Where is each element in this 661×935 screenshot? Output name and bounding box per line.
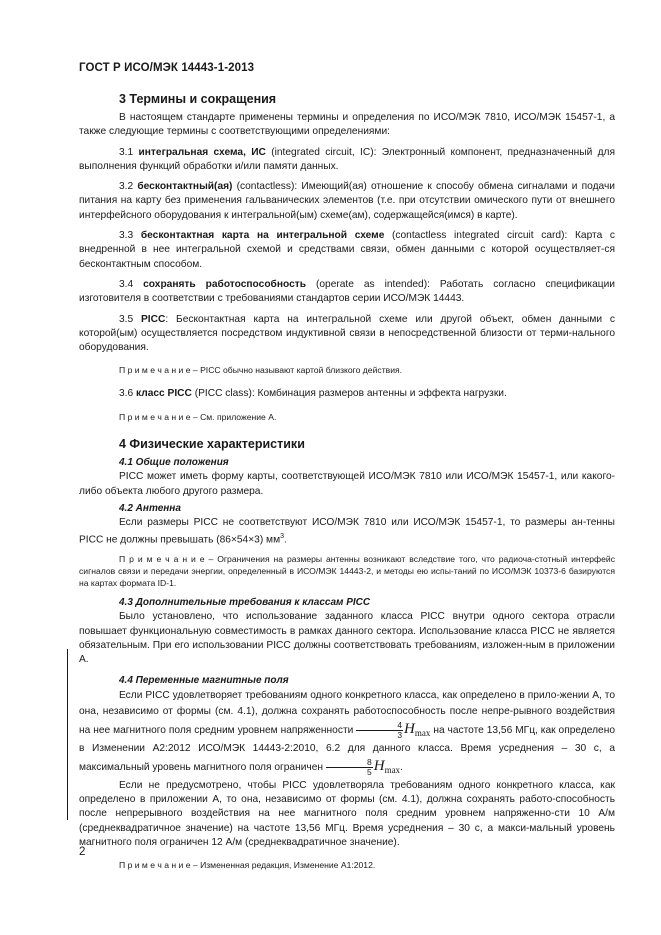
term-3-5-num: 3.5	[119, 313, 142, 325]
page-number: 2	[79, 846, 86, 858]
term-3-1-term: интегральная схема, ИС	[138, 146, 266, 158]
section-3-heading: 3 Термины и сокращения	[119, 92, 277, 106]
fraction-4-3-numerator: 4	[356, 721, 403, 731]
page-header-standard: ГОСТ Р ИСО/МЭК 14443-1-2013	[79, 62, 255, 74]
subsection-4-2-text	[79, 516, 615, 548]
subsection-4-2-end: .	[283, 534, 287, 546]
h-max-subscript-2: max	[384, 765, 401, 776]
subsection-4-4-p1d: .	[400, 762, 403, 774]
section-4-heading: 4 Физические характеристики	[119, 437, 305, 452]
subsection-4-1-text: PICC может иметь форму карты, соответствующей ИСО/МЭК 7810 или ИСО/МЭК 15457-1, или какого-либо объекта любого другого размера.	[79, 471, 615, 497]
fraction-4-3-denominator: 3	[397, 729, 403, 740]
term-3-4-text: (operate as intended): Работать согласно спецификации изготовителя в соответствии с требованиями стандартов серии ИСО/МЭК 14443.	[79, 278, 615, 305]
note-3-6	[79, 412, 615, 424]
note-3-6-text: – См. приложение А.	[190, 411, 277, 422]
subsection-4-4-p1b: на частоте 13,56 МГц, как определено в Изменении А2:2012 ИСО/МЭК 14443-2:2010, 6.2 для данного класса.	[79, 724, 615, 755]
h-symbol-1: H	[404, 720, 415, 737]
term-3-2-num: 3.2	[119, 181, 138, 193]
term-3-5-text: : Бесконтактная карта на интегральной схеме или другой объект, обмен данными с которой(ым) осуществляется посредством индуктивной связи в непосредственной близости от терми-нального оборудования.	[79, 313, 616, 354]
term-3-6	[79, 387, 615, 401]
note-4-4-text: – Измененная редакция, Изменение А1:2012.	[190, 860, 376, 871]
term-3-2	[79, 180, 615, 223]
note-4-4	[79, 860, 615, 872]
note-4-2	[79, 554, 615, 589]
subsection-4-3-title: 4.3 Дополнительные требования к классам PICC	[119, 597, 371, 609]
fraction-8-5	[326, 758, 373, 777]
subsection-4-4-paragraph-2: Если не предусмотрено, чтобы PICC удовлетворяла требованиям одного конкретного класса, как определено в приложении А, то она, независимо от формы (см. 4.1), должна сохранять работо-способность после непрерывного воздействия на нее магнитного поля средним уровнем напряженно-сти 10 А/м (среднеквадратичное значение) на частоте 13,56 МГц. Время усреднения – 30 с, а макси-мальный уровень магнитного поля ограничен 12 А/м (среднеквадратичное значение).	[79, 779, 615, 849]
h-max-symbol-2	[374, 758, 400, 774]
note-3-5-text: – PICC обычно называют картой близкого действия.	[190, 365, 403, 376]
subsection-4-2-body: Если размеры PICC не соответствуют ИСО/МЭК 7810 или ИСО/МЭК 15457-1, то размеры ан-тенны PICC не должны превышать (86×54×3) мм	[79, 516, 615, 546]
page-content	[79, 90, 615, 872]
fraction-4-3	[356, 721, 403, 740]
fraction-8-5-denominator: 5	[366, 767, 372, 778]
subsection-4-4-paragraph-1	[79, 688, 615, 779]
subsection-4-4-p1c: Время усреднения – 30 с, а максимальный уровень магнитного поля ограничен	[79, 743, 615, 774]
term-3-5-term: PICC	[141, 313, 166, 325]
subsection-4-4-p1a: Если PICC удовлетворяет требованиям одного конкретного класса, как определено в прило-жении А, то она, независимо от формы (см. 4.1), должна сохранять работоспособность после непре-рывного воздействия на нее магнитного поля средним уровнем напряженности	[79, 689, 615, 736]
term-3-4-term: сохранять работоспособность	[143, 278, 306, 290]
h-symbol-2: H	[373, 758, 385, 775]
note-4-2-text: – Ограничения на размеры антенны возникают вследствие того, что радиоча-стотный интерфейс сигналов связи и передачи энергии, определенный в ИСО/МЭК 14443-2, и методы ею испы-таний по ИСО/МЭК 10373-6 базируются на картах формата ID-1.	[79, 553, 616, 588]
note-3-5-label: П р и м е ч а н и е	[119, 365, 191, 376]
term-3-1	[79, 146, 615, 175]
term-3-1-text: (integrated circuit, IC): Электронный компонент, предназначенный для выполнения функций обработки и/или памяти данных.	[79, 146, 615, 172]
h-max-symbol-1	[404, 721, 430, 737]
term-3-3-num: 3.3	[119, 230, 141, 242]
term-3-6-num: 3.6	[119, 388, 136, 400]
subsection-4-2-title: 4.2 Антенна	[119, 502, 181, 514]
subsection-4-3-text: Было установлено, что использование заданного класса PICC внутри одного сектора отрасли повышает функциональную совместимость в рамках данного сектора. Использование класса PICC не является обязательным. При его использовании PICC должны соответствовать требованиям, изложен-ным в приложении А.	[79, 611, 615, 666]
note-3-6-label: П р и м е ч а н и е	[119, 411, 191, 422]
term-3-6-text: (PICC class): Комбинация размеров антенны и эффекта нагрузки.	[191, 388, 507, 400]
term-3-4-num: 3.4	[119, 278, 144, 290]
term-3-2-term: бесконтактный(ая)	[137, 181, 233, 193]
term-3-2-text: (contactless): Имеющий(ая) отношение к способу обмена сигналами и подачи питания на карту без применения гальванических элементов (т.е. при отсутствии омического пути от внешнего интерфейсного оборудования к интегральной(ым) схеме(ам), содержащейся(имся) в карте).	[79, 181, 615, 221]
revision-change-bar	[67, 649, 68, 820]
section-3-intro: В настоящем стандарте применены термины и определения по ИСО/МЭК 7810, ИСО/МЭК 15457-1, а также следующие термины с соответствующими определениями:	[79, 112, 615, 138]
h-max-subscript-1: max	[414, 727, 431, 738]
subsection-4-1-title: 4.1 Общие положения	[119, 457, 229, 469]
term-3-1-num: 3.1	[119, 146, 139, 158]
term-3-3-term: бесконтактная карта на интегральной схеме	[140, 230, 385, 242]
term-3-5	[79, 313, 615, 356]
term-3-3-text: (contactless integrated circuit card): Карта с внедренной в нее интегральной схемой и средствами связи, обмен данными с которой осуществляет-ся бесконтактным способом.	[79, 230, 615, 270]
term-3-6-term: класс PICC	[136, 388, 192, 400]
fraction-8-5-numerator: 8	[326, 758, 373, 768]
note-4-4-label: П р и м е ч а н и е	[119, 860, 191, 871]
note-4-2-label: П р и м е ч а н и е	[119, 553, 205, 564]
term-3-3	[79, 229, 615, 272]
note-3-5	[79, 365, 615, 377]
subsection-4-2-superscript: 3	[280, 533, 284, 541]
subsection-4-4-title: 4.4 Переменные магнитные поля	[119, 674, 289, 686]
term-3-4	[79, 278, 615, 307]
